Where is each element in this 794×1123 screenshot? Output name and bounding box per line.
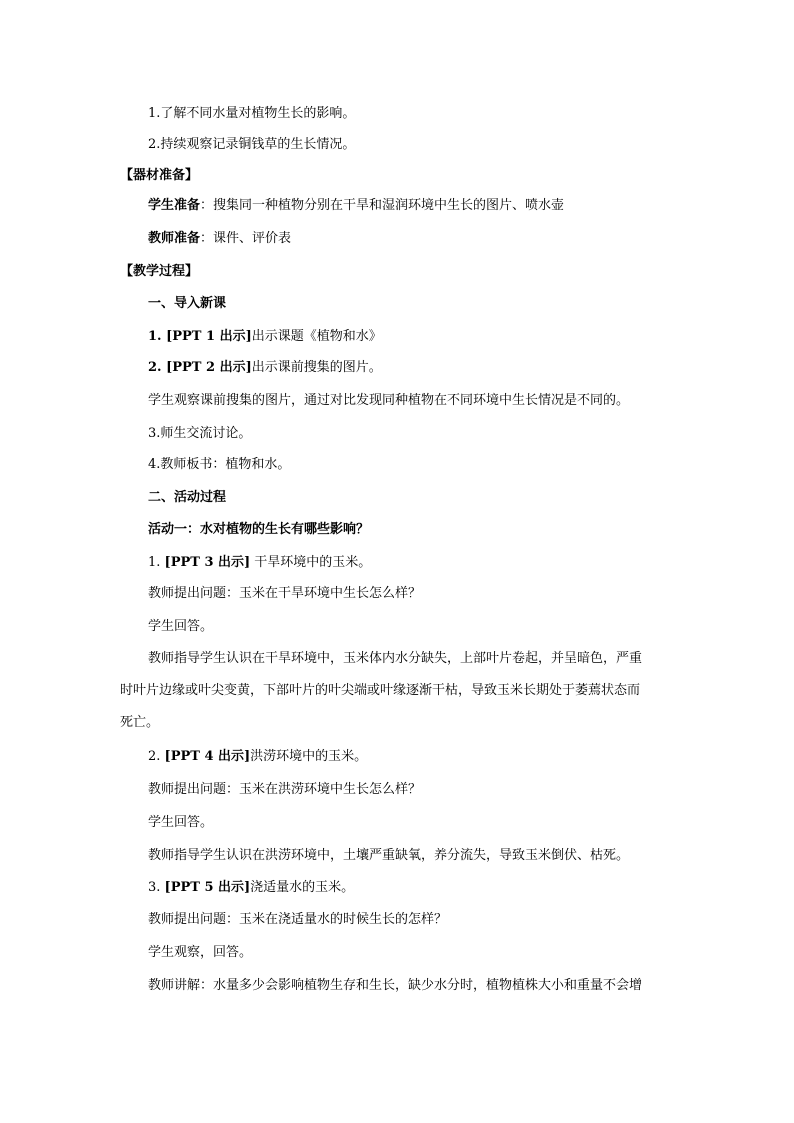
process-heading: 【教学过程】 — [120, 264, 199, 279]
intro-step-2 — [148, 358, 382, 378]
teacher-prep-text: ：课件、评价表 — [200, 231, 292, 246]
intro-observe: 学生观察课前搜集的图片，通过对比发现同种植物在不同环境中生长情况是不同的。 — [148, 393, 630, 408]
objective-2: 2.持续观察记录铜钱草的生长情况。 — [148, 137, 356, 152]
intro-step-1-ppt: 1. [PPT 1 出示] — [148, 329, 252, 344]
intro-step-1-text: 出示课题《植物和水》 — [251, 329, 382, 344]
activity-2-question: 教师提出问题：玉米在洪涝环境中生长怎么样？ — [148, 782, 422, 797]
activity-1-question: 教师提出问题：玉米在干旱环境中生长怎么样？ — [148, 586, 422, 601]
activity-step-2-ppt: [PPT 4 出示] — [164, 749, 251, 764]
activity-1-guidance: 教师指导学生认识在干旱环境中，玉米体内水分缺失，上部叶片卷起，并呈暗色，严重时叶片边缘或叶尖变黄，下部叶片的叶尖端或叶缘逐渐干枯，导致玉米长期处于萎蔫状态而死亡。 — [120, 651, 643, 730]
activity-step-3-ppt: [PPT 5 出示] — [164, 880, 251, 895]
activity-step-3 — [148, 878, 354, 898]
intro-step-4: 4.教师板书：植物和水。 — [148, 457, 291, 472]
student-prep-text: ：搜集同一种植物分别在干旱和湿润环境中生长的图片、喷水壶 — [200, 198, 565, 213]
student-prep-label: 学生准备 — [148, 198, 201, 213]
intro-step-1 — [148, 327, 382, 347]
activity-3-question: 教师提出问题：玉米在浇适量水的时候生长的怎样？ — [148, 912, 448, 927]
objective-1: 1.了解不同水量对植物生长的影响。 — [148, 106, 356, 121]
activity-step-2-prefix: 2. — [148, 749, 165, 764]
activity-title: 二、活动过程 — [148, 490, 227, 505]
activity-step-1-ppt: [PPT 3 出示] — [164, 555, 251, 570]
activity-step-3-prefix: 3. — [148, 880, 165, 895]
activity-2-guidance: 教师指导学生认识在洪涝环境中，土壤严重缺氧，养分流失，导致玉米倒伏、枯死。 — [148, 848, 630, 863]
activity-2-answer: 学生回答。 — [148, 815, 214, 830]
activity-step-1-prefix: 1. — [148, 555, 165, 570]
teacher-explanation: 教师讲解：水量多少会影响植物生存和生长，缺少水分时，植物植株大小和重量不会增 — [148, 978, 643, 993]
activity-step-2 — [148, 747, 367, 767]
activity-step-3-text: 浇适量水的玉米。 — [250, 880, 355, 895]
activity-step-1-text: 干旱环境中的玉米。 — [250, 555, 372, 570]
activity-step-2-text: 洪涝环境中的玉米。 — [250, 749, 368, 764]
teacher-prep-label: 教师准备 — [148, 231, 201, 246]
activity-1-answer: 学生回答。 — [148, 619, 214, 634]
activity-step-1 — [148, 553, 371, 573]
activity-1-title: 活动一：水对植物的生长有哪些影响？ — [148, 522, 370, 537]
intro-step-2-ppt: 2. [PPT 2 出示] — [148, 360, 252, 375]
materials-heading: 【器材准备】 — [120, 168, 199, 183]
intro-step-2-text: 出示课前搜集的图片。 — [251, 360, 382, 375]
intro-title: 一、导入新课 — [148, 296, 227, 311]
activity-3-answer: 学生观察，回答。 — [148, 945, 253, 960]
intro-step-3: 3.师生交流讨论。 — [148, 426, 252, 441]
teacher-prep — [148, 229, 291, 249]
student-prep — [148, 196, 564, 216]
